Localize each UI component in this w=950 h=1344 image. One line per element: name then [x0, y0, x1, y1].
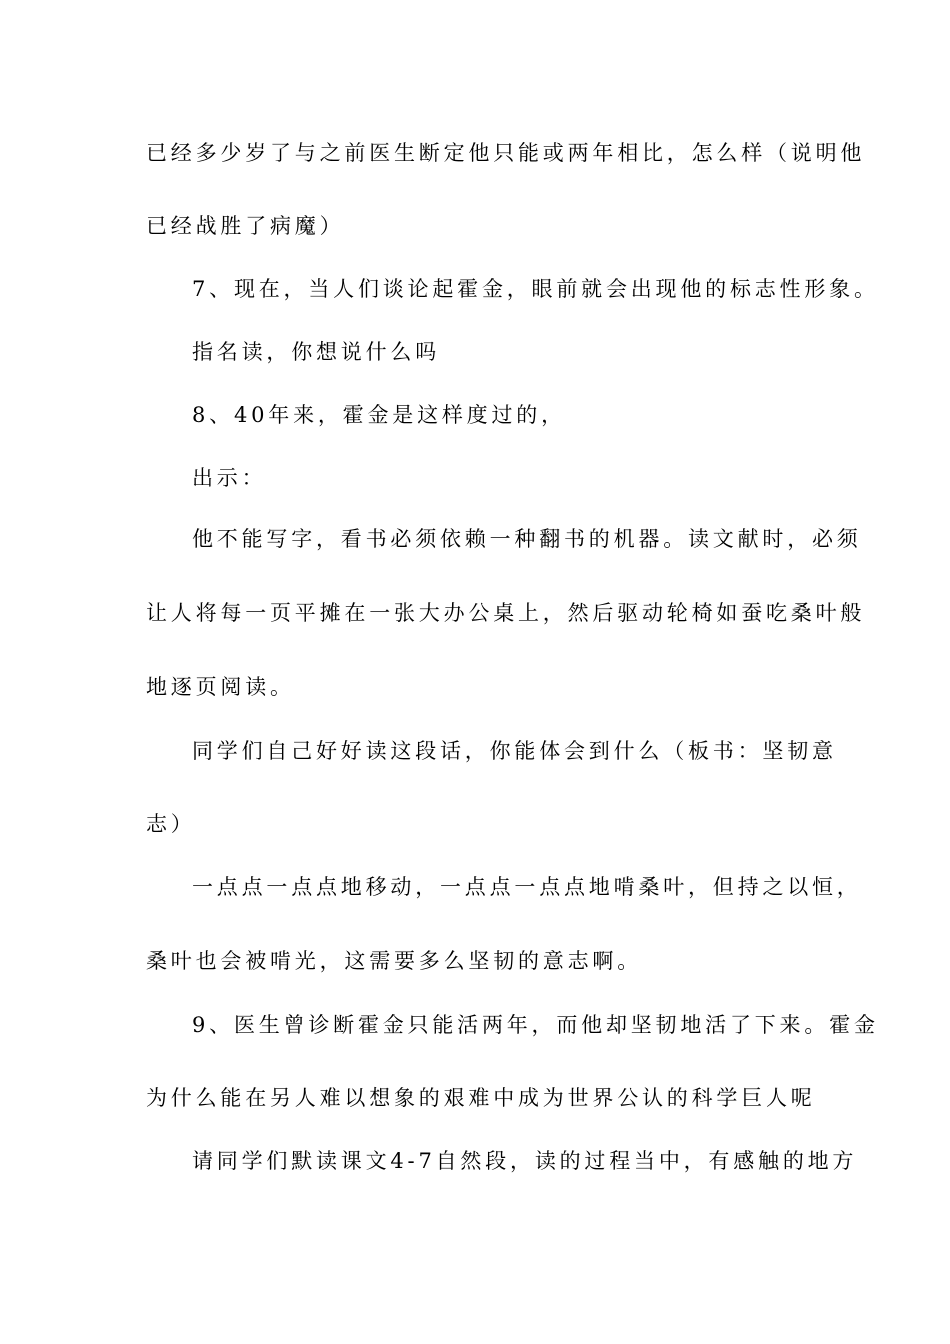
text-line: 已经多少岁了与之前医生断定他只能或两年相比，怎么样（说明他: [146, 141, 866, 165]
text-line: 9、医生曾诊断霍金只能活两年，而他却坚韧地活了下来。霍金: [192, 1013, 879, 1037]
text-line: 请同学们默读课文4-7自然段，读的过程当中，有感触的地方: [192, 1149, 858, 1173]
text-line: 8、40年来，霍金是这样度过的，: [192, 403, 566, 427]
text-line: 志）: [146, 812, 196, 836]
text-line: 他不能写字，看书必须依赖一种翻书的机器。读文献时，必须: [192, 527, 862, 551]
text-line: 桑叶也会被啃光，这需要多么坚韧的意志啊。: [146, 949, 642, 973]
text-line: 出示：: [192, 466, 267, 490]
text-line: 一点点一点点地移动，一点点一点点地啃桑叶，但持之以恒，: [192, 875, 862, 899]
text-line: 指名读，你想说什么吗: [192, 340, 440, 364]
text-line: 为什么能在另人难以想象的艰难中成为世界公认的科学巨人呢: [146, 1086, 816, 1110]
text-line: 地逐页阅读。: [146, 675, 295, 699]
text-line: 已经战胜了病魔）: [146, 214, 345, 238]
text-line: 7、现在，当人们谈论起霍金，眼前就会出现他的标志性形象。: [192, 277, 879, 301]
text-line: 同学们自己好好读这段话，你能体会到什么（板书：坚韧意: [192, 739, 837, 763]
text-line: 让人将每一页平摊在一张大办公桌上，然后驱动轮椅如蚕吃桑叶般: [146, 601, 866, 625]
